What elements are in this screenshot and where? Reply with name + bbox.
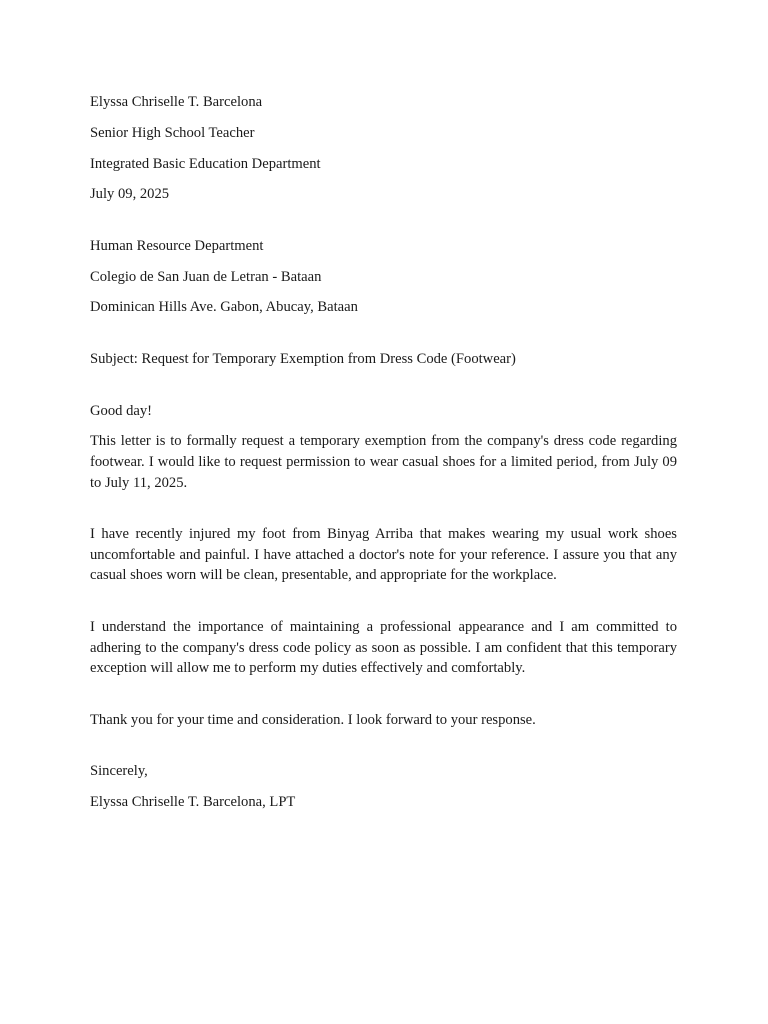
letter-subject: Subject: Request for Temporary Exemption from Dress Code (Footwear) [90, 351, 516, 368]
spacer [90, 689, 677, 710]
spacer [90, 596, 677, 617]
recipient-address: Dominican Hills Ave. Gabon, Abucay, Bataan [90, 299, 358, 316]
body-paragraph: I have recently injured my foot from Binyag Arriba that makes wearing my usual work shoes uncomfortable and painful. I have attached a doctor's note for your reference. I assure you that any casual shoes worn will be clean, presentable, and appropriate for the workplace. [90, 526, 677, 584]
spacer [90, 380, 677, 401]
sender-department: Integrated Basic Education Department [90, 155, 321, 172]
sender-position: Senior High School Teacher [90, 124, 255, 141]
spacer [90, 503, 677, 524]
letter-content [90, 92, 677, 823]
body-paragraph: Thank you for your time and consideration. I look forward to your response. [90, 711, 536, 728]
spacer [90, 328, 677, 349]
sender-name: Elyssa Chriselle T. Barcelona [90, 94, 263, 110]
letter-date: July 09, 2025 [90, 186, 170, 203]
recipient-department: Human Resource Department [90, 237, 264, 254]
letter-greeting: Good day! [90, 402, 153, 419]
letter-closing: Sincerely, [90, 763, 148, 780]
body-paragraph: This letter is to formally request a temporary exemption from the company's dress code regarding footwear. I would like to request permission to wear casual shoes for a limited period, from July 09 to July 11, 2025. [90, 433, 677, 491]
recipient-institution: Colegio de San Juan de Letran - Bataan [90, 268, 322, 285]
letter-signature: Elyssa Chriselle T. Barcelona, LPT [90, 794, 296, 811]
spacer [90, 741, 677, 762]
spacer [90, 215, 677, 236]
body-paragraph: I understand the importance of maintaining a professional appearance and I am committed to adhering to the company's dress code policy as soon as possible. I am confident that this temporary exception will allow me to perform my duties effectively and comfortably. [90, 618, 677, 677]
